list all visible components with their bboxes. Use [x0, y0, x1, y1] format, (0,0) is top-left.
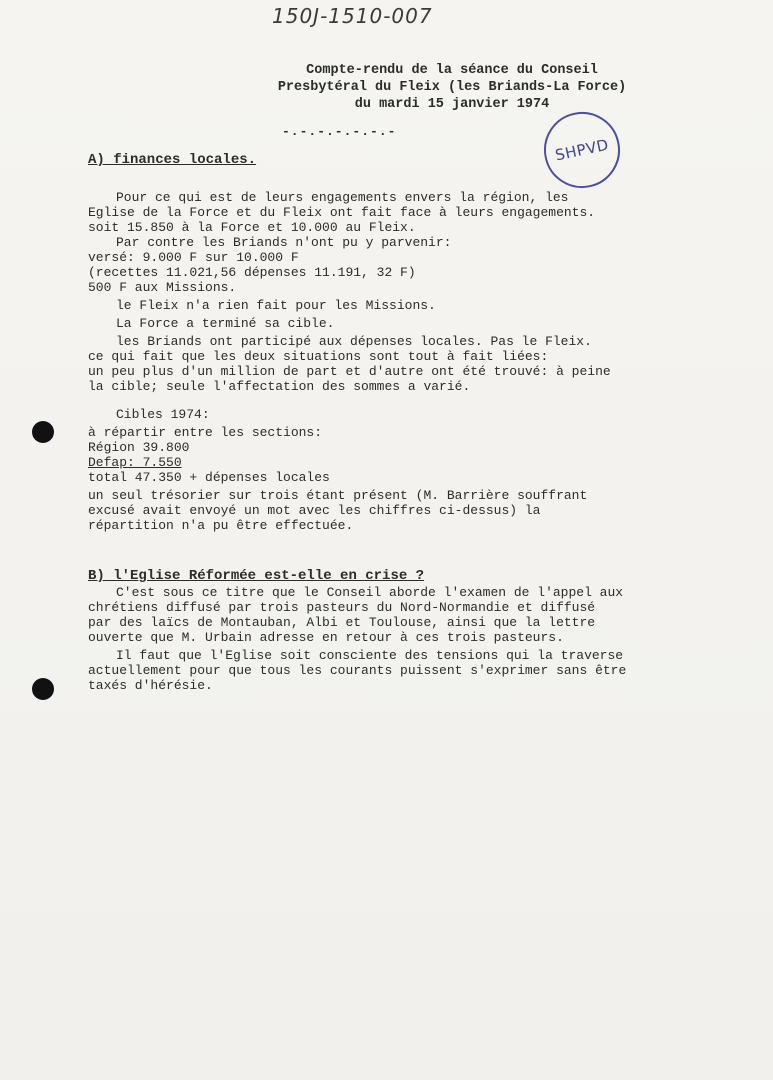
section-b-heading: B) l'Eglise Réformée est-elle en crise ? [88, 568, 425, 584]
section-b-line: par des laïcs de Montauban, Albi et Toulouse, ainsi que la lettre [88, 615, 596, 630]
stamp-text: SHPVD [553, 135, 611, 165]
section-a-line: soit 15.850 à la Force et 10.000 au Fleix. [88, 220, 416, 235]
cibles-line: Defap: 7.550 [88, 455, 182, 470]
archive-stamp [537, 105, 627, 195]
section-a-line: versé: 9.000 F sur 10.000 F [88, 250, 299, 265]
section-a-line: un peu plus d'un million de part et d'autre ont été trouvé: à peine [88, 364, 611, 379]
section-a-line: La Force a terminé sa cible. [116, 316, 335, 331]
section-a-line: (recettes 11.021,56 dépenses 11.191, 32 F) [88, 265, 416, 280]
title-line-1: Compte-rendu de la séance du Conseil [306, 63, 598, 78]
cibles-line: Cibles 1974: [116, 407, 210, 422]
cibles-line: total 47.350 + dépenses locales [88, 470, 330, 485]
document-title [232, 62, 672, 113]
title-separator: -.-.-.-.-.-.- [282, 124, 397, 139]
section-b-line: taxés d'hérésie. [88, 678, 213, 693]
section-a-line: le Fleix n'a rien fait pour les Missions. [116, 298, 436, 313]
cibles-line: à répartir entre les sections: [88, 425, 323, 440]
section-b-line: C'est sous ce titre que le Conseil aborde l'examen de l'appel aux [116, 585, 624, 600]
section-a-heading: A) finances locales. [88, 152, 257, 168]
section-a-line: la cible; seule l'affectation des sommes a varié. [88, 379, 471, 394]
section-a-line: les Briands ont participé aux dépenses locales. Pas le Fleix. [116, 334, 592, 349]
section-a-line: Eglise de la Force et du Fleix ont fait face à leurs engagements. [88, 205, 596, 220]
section-a-line: ce qui fait que les deux situations sont tout à fait liées: [88, 349, 549, 364]
cibles-line: répartition n'a pu être effectuée. [88, 518, 354, 533]
cibles-line: excusé avait envoyé un mot avec les chiffres ci-dessus) la [88, 503, 541, 518]
section-b-line: actuellement pour que tous les courants puissent s'exprimer sans être [88, 663, 627, 678]
punch-hole-top [32, 421, 54, 443]
section-b-line: chrétiens diffusé par trois pasteurs du Nord-Normandie et diffusé [88, 600, 596, 615]
section-b-line: ouverte que M. Urbain adresse en retour à ces trois pasteurs. [88, 630, 564, 645]
cibles-line: un seul trésorier sur trois étant présent (M. Barrière souffrant [88, 488, 588, 503]
section-a-line: Pour ce qui est de leurs engagements envers la région, les [116, 190, 569, 205]
title-line-3: du mardi 15 janvier 1974 [354, 97, 550, 112]
cibles-line: Région 39.800 [88, 440, 190, 455]
title-line-2: Presbytéral du Fleix (les Briands-La Force) [277, 80, 627, 95]
section-a-line: Par contre les Briands n'ont pu y parvenir: [116, 235, 452, 250]
punch-hole-bottom [32, 678, 54, 700]
section-b-line: Il faut que l'Eglise soit consciente des tensions qui la traverse [116, 648, 624, 663]
archive-reference: 150J-1510-007 [272, 4, 433, 28]
section-a-line: 500 F aux Missions. [88, 280, 237, 295]
